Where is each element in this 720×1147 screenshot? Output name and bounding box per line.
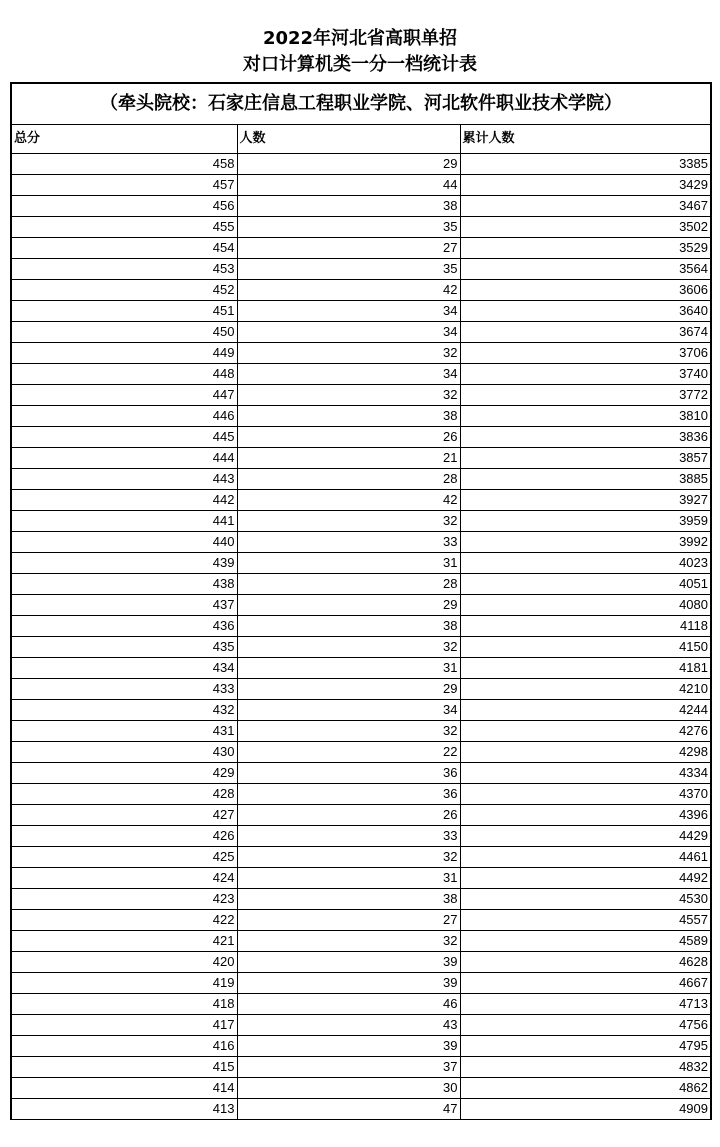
cell-cumulative-count: 4713 (460, 994, 710, 1015)
cell-total-score: 447 (12, 385, 237, 406)
table-row (12, 742, 710, 763)
table-row (12, 196, 710, 217)
cell-cumulative-count: 4756 (460, 1015, 710, 1036)
cell-cumulative-count: 4051 (460, 574, 710, 595)
cell-total-score: 451 (12, 301, 237, 322)
cell-count: 35 (237, 217, 460, 238)
cell-count: 28 (237, 574, 460, 595)
cell-total-score: 419 (12, 973, 237, 994)
cell-cumulative-count: 4628 (460, 952, 710, 973)
cell-total-score: 427 (12, 805, 237, 826)
cell-cumulative-count: 3706 (460, 343, 710, 364)
table-row (12, 406, 710, 427)
cell-total-score: 426 (12, 826, 237, 847)
cell-count: 44 (237, 175, 460, 196)
cell-count: 36 (237, 784, 460, 805)
cell-total-score: 413 (12, 1099, 237, 1120)
cell-total-score: 446 (12, 406, 237, 427)
cell-cumulative-count: 3529 (460, 238, 710, 259)
cell-count: 38 (237, 406, 460, 427)
cell-total-score: 456 (12, 196, 237, 217)
table-row (12, 427, 710, 448)
table-row (12, 490, 710, 511)
table-row (12, 658, 710, 679)
table-row (12, 700, 710, 721)
cell-total-score: 422 (12, 910, 237, 931)
table-row (12, 910, 710, 931)
table-row (12, 973, 710, 994)
cell-count: 37 (237, 1057, 460, 1078)
cell-total-score: 428 (12, 784, 237, 805)
cell-cumulative-count: 4181 (460, 658, 710, 679)
cell-total-score: 457 (12, 175, 237, 196)
cell-count: 32 (237, 637, 460, 658)
cell-cumulative-count: 4795 (460, 1036, 710, 1057)
cell-count: 32 (237, 385, 460, 406)
cell-total-score: 454 (12, 238, 237, 259)
cell-cumulative-count: 4298 (460, 742, 710, 763)
cell-total-score: 448 (12, 364, 237, 385)
cell-count: 34 (237, 700, 460, 721)
cell-cumulative-count: 3467 (460, 196, 710, 217)
cell-count: 39 (237, 952, 460, 973)
cell-count: 31 (237, 553, 460, 574)
cell-cumulative-count: 4667 (460, 973, 710, 994)
score-distribution-table (12, 125, 710, 1120)
cell-count: 46 (237, 994, 460, 1015)
cell-count: 32 (237, 343, 460, 364)
table-row (12, 385, 710, 406)
table-row (12, 364, 710, 385)
cell-total-score: 431 (12, 721, 237, 742)
table-row (12, 322, 710, 343)
header-cumulative-count: 累计人数 (460, 125, 710, 154)
cell-cumulative-count: 4150 (460, 637, 710, 658)
cell-total-score: 442 (12, 490, 237, 511)
cell-count: 26 (237, 805, 460, 826)
cell-cumulative-count: 4396 (460, 805, 710, 826)
cell-cumulative-count: 4909 (460, 1099, 710, 1120)
cell-total-score: 418 (12, 994, 237, 1015)
cell-total-score: 443 (12, 469, 237, 490)
table-row (12, 931, 710, 952)
title-line-2: 对口计算机类一分一档统计表 (243, 54, 477, 75)
cell-total-score: 433 (12, 679, 237, 700)
cell-count: 43 (237, 1015, 460, 1036)
table-row (12, 553, 710, 574)
table-row (12, 994, 710, 1015)
cell-count: 33 (237, 532, 460, 553)
cell-total-score: 420 (12, 952, 237, 973)
cell-total-score: 455 (12, 217, 237, 238)
table-row (12, 616, 710, 637)
table-row (12, 679, 710, 700)
cell-count: 32 (237, 511, 460, 532)
cell-cumulative-count: 4210 (460, 679, 710, 700)
table-row (12, 217, 710, 238)
cell-count: 32 (237, 931, 460, 952)
cell-cumulative-count: 3885 (460, 469, 710, 490)
cell-count: 29 (237, 154, 460, 175)
cell-cumulative-count: 3959 (460, 511, 710, 532)
cell-total-score: 453 (12, 259, 237, 280)
cell-count: 34 (237, 301, 460, 322)
cell-cumulative-count: 3606 (460, 280, 710, 301)
cell-total-score: 430 (12, 742, 237, 763)
table-row (12, 280, 710, 301)
cell-cumulative-count: 4023 (460, 553, 710, 574)
cell-cumulative-count: 4080 (460, 595, 710, 616)
cell-cumulative-count: 3564 (460, 259, 710, 280)
table-row (12, 805, 710, 826)
table-row (12, 868, 710, 889)
cell-count: 38 (237, 196, 460, 217)
table-header-row (12, 125, 710, 154)
cell-count: 29 (237, 595, 460, 616)
table-row (12, 259, 710, 280)
cell-total-score: 440 (12, 532, 237, 553)
cell-total-score: 449 (12, 343, 237, 364)
cell-count: 36 (237, 763, 460, 784)
cell-cumulative-count: 4118 (460, 616, 710, 637)
table-body (12, 154, 710, 1120)
table-row (12, 784, 710, 805)
cell-total-score: 436 (12, 616, 237, 637)
cell-cumulative-count: 3385 (460, 154, 710, 175)
cell-total-score: 432 (12, 700, 237, 721)
table-row (12, 595, 710, 616)
cell-count: 31 (237, 868, 460, 889)
cell-count: 22 (237, 742, 460, 763)
table-row (12, 763, 710, 784)
header-total-score: 总分 (12, 125, 237, 154)
table-row (12, 1099, 710, 1120)
cell-count: 35 (237, 259, 460, 280)
cell-count: 31 (237, 658, 460, 679)
cell-count: 34 (237, 364, 460, 385)
table-row (12, 301, 710, 322)
table-row (12, 1015, 710, 1036)
cell-total-score: 441 (12, 511, 237, 532)
cell-total-score: 434 (12, 658, 237, 679)
cell-cumulative-count: 3502 (460, 217, 710, 238)
cell-count: 39 (237, 973, 460, 994)
cell-cumulative-count: 3992 (460, 532, 710, 553)
cell-count: 32 (237, 847, 460, 868)
table-row (12, 469, 710, 490)
table-row (12, 175, 710, 196)
cell-total-score: 435 (12, 637, 237, 658)
table-row (12, 721, 710, 742)
cell-cumulative-count: 4530 (460, 889, 710, 910)
score-table-sheet (10, 82, 712, 1120)
cell-count: 27 (237, 910, 460, 931)
cell-cumulative-count: 4461 (460, 847, 710, 868)
cell-total-score: 439 (12, 553, 237, 574)
cell-cumulative-count: 3640 (460, 301, 710, 322)
cell-count: 42 (237, 280, 460, 301)
cell-count: 38 (237, 889, 460, 910)
table-row (12, 574, 710, 595)
table-row (12, 1057, 710, 1078)
cell-total-score: 424 (12, 868, 237, 889)
cell-count: 33 (237, 826, 460, 847)
table-row (12, 826, 710, 847)
cell-count: 32 (237, 721, 460, 742)
cell-cumulative-count: 3740 (460, 364, 710, 385)
table-row (12, 343, 710, 364)
cell-total-score: 438 (12, 574, 237, 595)
cell-total-score: 429 (12, 763, 237, 784)
table-row (12, 532, 710, 553)
table-row (12, 952, 710, 973)
cell-count: 39 (237, 1036, 460, 1057)
cell-cumulative-count: 3772 (460, 385, 710, 406)
cell-cumulative-count: 4492 (460, 868, 710, 889)
cell-count: 27 (237, 238, 460, 259)
cell-cumulative-count: 3857 (460, 448, 710, 469)
title-line-1: 2022年河北省高职单招 (262, 28, 458, 49)
cell-total-score: 416 (12, 1036, 237, 1057)
cell-cumulative-count: 4862 (460, 1078, 710, 1099)
table-row (12, 847, 710, 868)
cell-total-score: 444 (12, 448, 237, 469)
cell-cumulative-count: 4244 (460, 700, 710, 721)
table-row (12, 511, 710, 532)
table-row (12, 889, 710, 910)
cell-count: 42 (237, 490, 460, 511)
cell-total-score: 414 (12, 1078, 237, 1099)
table-row (12, 637, 710, 658)
cell-cumulative-count: 3927 (460, 490, 710, 511)
cell-cumulative-count: 4589 (460, 931, 710, 952)
cell-total-score: 421 (12, 931, 237, 952)
cell-cumulative-count: 4370 (460, 784, 710, 805)
cell-total-score: 452 (12, 280, 237, 301)
cell-cumulative-count: 4334 (460, 763, 710, 784)
lead-institutions-subtitle: （牵头院校：石家庄信息工程职业学院、河北软件职业技术学院） (12, 84, 710, 125)
cell-count: 21 (237, 448, 460, 469)
cell-total-score: 437 (12, 595, 237, 616)
cell-total-score: 458 (12, 154, 237, 175)
table-row (12, 1036, 710, 1057)
cell-cumulative-count: 3674 (460, 322, 710, 343)
cell-cumulative-count: 4557 (460, 910, 710, 931)
header-count: 人数 (237, 125, 460, 154)
cell-total-score: 415 (12, 1057, 237, 1078)
cell-cumulative-count: 4429 (460, 826, 710, 847)
table-row (12, 1078, 710, 1099)
cell-count: 47 (237, 1099, 460, 1120)
cell-total-score: 423 (12, 889, 237, 910)
cell-cumulative-count: 4276 (460, 721, 710, 742)
cell-total-score: 425 (12, 847, 237, 868)
table-row (12, 154, 710, 175)
cell-cumulative-count: 4832 (460, 1057, 710, 1078)
document-title (0, 26, 720, 78)
cell-count: 34 (237, 322, 460, 343)
cell-count: 30 (237, 1078, 460, 1099)
cell-cumulative-count: 3810 (460, 406, 710, 427)
cell-count: 38 (237, 616, 460, 637)
cell-total-score: 445 (12, 427, 237, 448)
cell-total-score: 417 (12, 1015, 237, 1036)
cell-cumulative-count: 3429 (460, 175, 710, 196)
cell-count: 26 (237, 427, 460, 448)
cell-cumulative-count: 3836 (460, 427, 710, 448)
table-row (12, 238, 710, 259)
table-row (12, 448, 710, 469)
cell-count: 28 (237, 469, 460, 490)
cell-total-score: 450 (12, 322, 237, 343)
cell-count: 29 (237, 679, 460, 700)
